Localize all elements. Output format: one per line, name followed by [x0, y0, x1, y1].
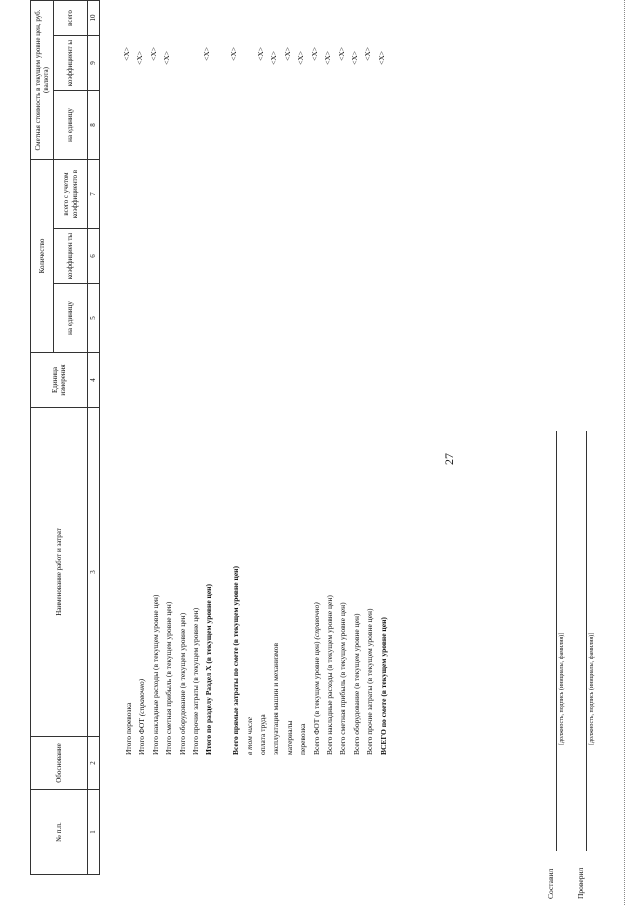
x-marker: <X> [282, 47, 292, 61]
x-marker: <X> [122, 47, 131, 61]
checked-signature-line [586, 431, 587, 851]
header-c-per-unit: на единицу [54, 91, 88, 160]
summary-row: Всего прямые затраты по смете (в текущем уровне цен) [231, 566, 241, 755]
compiled-signature-line [556, 431, 557, 851]
summary-row: Итого накладные расходы (в текущем уровне цен) [150, 594, 160, 755]
x-marker: <X> [269, 51, 279, 65]
x-marker: <X> [256, 47, 266, 61]
checked-caption: [должность, подпись (инициалы, фамилия)] [589, 632, 595, 745]
row-note: (справочно) [137, 678, 147, 717]
summary-row: Итого оборудование (в текущем уровне цен) [177, 612, 187, 755]
summary-row: перевозка [298, 723, 308, 755]
x-marker: <X> [148, 47, 158, 61]
x-marker: <X> [363, 47, 373, 61]
header-name: Наименование работ и затрат [31, 408, 88, 737]
col-number: 9 [88, 36, 100, 91]
header-c-total: всего [54, 1, 88, 36]
x-marker: <X> [323, 51, 333, 65]
summary-row: Всего сметная прибыль (в текущем уровне цен) [338, 602, 348, 755]
summary-rows [122, 566, 390, 755]
x-marker: <X> [336, 47, 346, 61]
header-c-coef: коэффициент ы [54, 36, 88, 91]
col-number: 2 [88, 737, 100, 790]
summary-row: в том числе [244, 716, 254, 755]
header-quantity: Количество [31, 160, 54, 353]
col-number: 7 [88, 160, 100, 229]
x-marker: <X> [229, 47, 239, 61]
x-marker: <X> [309, 47, 319, 61]
column-number-row [88, 1, 100, 875]
x-marker [241, 51, 254, 145]
row-text: Итого ФОТ [137, 716, 147, 755]
col-number: 1 [88, 790, 100, 875]
compiled-caption: [должность, подпись (инициалы, фамилия)] [559, 632, 565, 745]
header-unit: Единица измерения [31, 353, 88, 408]
summary-row: Итого перевозка [124, 702, 133, 755]
col-number: 4 [88, 353, 100, 408]
x-marker [174, 47, 187, 145]
estimate-table [30, 0, 100, 875]
summary-marks [120, 47, 388, 145]
summary-row: эксплуатация машин и механизмов [271, 642, 281, 755]
summary-row: Всего прочие затраты (в текущем уровне цен) [365, 608, 375, 755]
page-number: 27 [442, 453, 456, 465]
summary-row: Итого сметная прибыль (в текущем уровне цен) [164, 601, 174, 755]
header-q-per-unit: на единицу [54, 284, 88, 353]
header-q-total: всего с учетом коэффициенто в [54, 160, 88, 229]
summary-row: Итого по разделу Раздел X (в текущем уровне цен) [204, 584, 214, 755]
summary-row: Всего накладные расходы (в текущем уровне цен) [325, 595, 335, 755]
x-marker: <X> [162, 51, 172, 65]
x-marker: <X> [202, 47, 212, 61]
summary-row: Всего оборудование (в текущем уровне цен) [351, 613, 361, 755]
row-text: Всего ФОТ (в текущем уровне цен) [311, 639, 321, 755]
header-num: № п.п. [31, 790, 88, 875]
x-marker: <X> [135, 51, 145, 65]
summary-row: ВСЕГО по смете (в текущем уровне цен) [378, 617, 388, 755]
page-edge-rule [624, 0, 625, 905]
summary-row [135, 566, 148, 755]
row-gap [216, 566, 229, 755]
col-number: 6 [88, 229, 100, 284]
row-note: (справочно) [311, 602, 321, 640]
header-q-coef: коэффициен ты [54, 229, 88, 284]
summary-row: оплата труда [258, 714, 268, 755]
col-number: 5 [88, 284, 100, 353]
x-marker [214, 51, 227, 145]
compiled-label: Составил [546, 868, 555, 899]
summary-row: материалы [284, 720, 294, 755]
x-marker [187, 51, 200, 145]
summary-row [310, 566, 323, 755]
summary-row: Итого прочие затраты (в текущем уровне цен) [191, 607, 201, 755]
col-number: 3 [88, 408, 100, 737]
header-cost: Сметная стоимость в текущем уровне цен, руб. (валюта) [31, 1, 54, 160]
x-marker: <X> [296, 51, 306, 65]
checked-label: Проверил [576, 867, 585, 899]
col-number: 8 [88, 91, 100, 160]
x-marker: <X> [376, 51, 386, 65]
col-number: 10 [88, 1, 100, 36]
x-marker: <X> [349, 51, 359, 65]
header-basis: Обоснование [31, 737, 88, 790]
